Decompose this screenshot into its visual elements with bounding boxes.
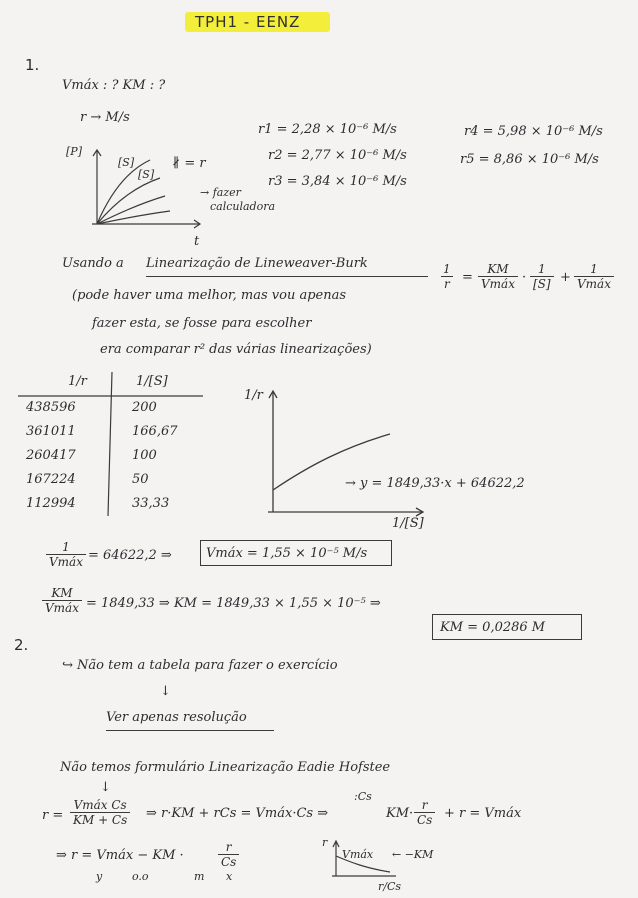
table-cell: 166,67 bbox=[132, 424, 178, 439]
eh-y-label: r bbox=[322, 836, 328, 849]
lw-dot: · bbox=[522, 270, 527, 285]
lw-equals: = bbox=[462, 270, 473, 285]
q2-line-2: Ver apenas resolução bbox=[106, 710, 247, 725]
eh-final-lhs: ⇒ r = Vmáx − KM · bbox=[56, 848, 184, 863]
table-cell: 112994 bbox=[26, 496, 76, 511]
table-header-inv-s: 1/[S] bbox=[136, 374, 168, 389]
lw-km-vmax-frac: KM Vmáx bbox=[478, 262, 518, 291]
rate-units: r → M/s bbox=[80, 110, 130, 125]
table-cell: 167224 bbox=[26, 472, 76, 487]
eh-label-y: y bbox=[96, 870, 103, 883]
eh-final-frac: $\frac{r}{Cs}$ bbox=[218, 840, 239, 869]
vmax-result: Vmáx = 1,55 × 10⁻⁵ M/s bbox=[206, 546, 368, 561]
lw-lhs-frac: $\frac{1}{r}$ bbox=[440, 262, 454, 291]
eh-label-m: m bbox=[194, 870, 205, 883]
eh-intercept-label: Vmáx bbox=[342, 848, 374, 861]
mm-rearranged: ⇒ r·KM + rCs = Vmáx·Cs ⇒ bbox=[146, 806, 329, 821]
mm-end-post: + r = Vmáx bbox=[444, 806, 522, 821]
mm-end-frac: $\frac{r}{Cs}$ bbox=[414, 798, 435, 827]
mm-lhs: r = bbox=[42, 808, 64, 823]
lw-method: Linearização de Lineweaver-Burk bbox=[146, 256, 368, 271]
mm-divide-note: :Cs bbox=[354, 790, 372, 803]
q2-line-3: Não temos formulário Linearização Eadie Hofstee bbox=[60, 760, 391, 775]
question-1-number: 1. bbox=[25, 56, 40, 74]
inv-vmax-frac: 1 Vmáx bbox=[46, 540, 86, 569]
km-result: KM = 0,0286 M bbox=[440, 620, 546, 635]
q2-line-1: ↪ Não tem a tabela para fazer o exercício bbox=[62, 658, 338, 673]
mm-end-pre: KM· bbox=[386, 806, 414, 821]
lw-prefix: Usando a bbox=[62, 256, 124, 271]
table-cell: 361011 bbox=[26, 424, 76, 439]
q2-arrow-1: ↓ bbox=[160, 684, 171, 699]
sketch-x-label: t bbox=[194, 234, 200, 249]
lw-plus: + bbox=[560, 270, 571, 285]
sketch-note-1: → fazer bbox=[200, 186, 241, 199]
lw-inv-s-frac: $\frac{1}{[S]}$ bbox=[530, 262, 554, 291]
sketch-curve-label-1: [S] bbox=[118, 156, 135, 169]
lw-note-3: era comparar r² das várias linearizações) bbox=[100, 342, 372, 357]
intercept-value: = 64622,2 ⇒ bbox=[88, 548, 172, 563]
mm-frac: Vmáx Cs KM + Cs bbox=[70, 798, 130, 827]
eh-x-label: r/Cs bbox=[378, 880, 402, 893]
lw-note-1: (pode haver uma melhor, mas vou apenas bbox=[72, 288, 347, 303]
table-cell: 100 bbox=[132, 448, 157, 463]
lb-y-label: 1/r bbox=[244, 388, 263, 403]
table-cell: 438596 bbox=[26, 400, 76, 415]
page-title: TPH1 - EENZ bbox=[195, 13, 301, 31]
table-header-inv-r: 1/r bbox=[68, 374, 87, 389]
lb-x-label: 1/[S] bbox=[392, 516, 424, 531]
eh-label-x: x bbox=[226, 870, 233, 883]
rate-r2: r2 = 2,77 × 10⁻⁶ M/s bbox=[268, 148, 407, 163]
lw-note-2: fazer esta, se fosse para escolher bbox=[92, 316, 312, 331]
table-cell: 200 bbox=[132, 400, 157, 415]
km-vmax-frac: KM Vmáx bbox=[42, 586, 82, 615]
rate-r1: r1 = 2,28 × 10⁻⁶ M/s bbox=[258, 122, 397, 137]
slope-value: = 1849,33 ⇒ KM = 1849,33 × 1,55 × 10⁻⁵ ⇒ bbox=[86, 596, 381, 611]
eh-slope-label: ← −KM bbox=[392, 848, 434, 861]
sketch-y-label: [P] bbox=[66, 145, 82, 158]
question-2-number: 2. bbox=[14, 636, 29, 654]
table-cell: 33,33 bbox=[132, 496, 170, 511]
eh-label-b: o.o bbox=[132, 870, 149, 883]
sketch-curve-label-2: [S] bbox=[138, 168, 155, 181]
rate-r3: r3 = 3,84 × 10⁻⁶ M/s bbox=[268, 174, 407, 189]
sketch-slope-eq: ∦ = r bbox=[172, 156, 206, 171]
lw-inv-vmax-frac: 1 Vmáx bbox=[574, 262, 614, 291]
rate-r4: r4 = 5,98 × 10⁻⁶ M/s bbox=[464, 124, 603, 139]
sketch-note-2: calculadora bbox=[210, 200, 276, 213]
table-cell: 260417 bbox=[26, 448, 76, 463]
rate-r5: r5 = 8,86 × 10⁻⁶ M/s bbox=[460, 152, 599, 167]
unknowns: Vmáx : ? KM : ? bbox=[62, 78, 166, 93]
lb-fit-equation: → y = 1849,33·x + 64622,2 bbox=[345, 476, 525, 491]
q2-arrow-2: ↓ bbox=[100, 780, 111, 795]
table-cell: 50 bbox=[132, 472, 149, 487]
